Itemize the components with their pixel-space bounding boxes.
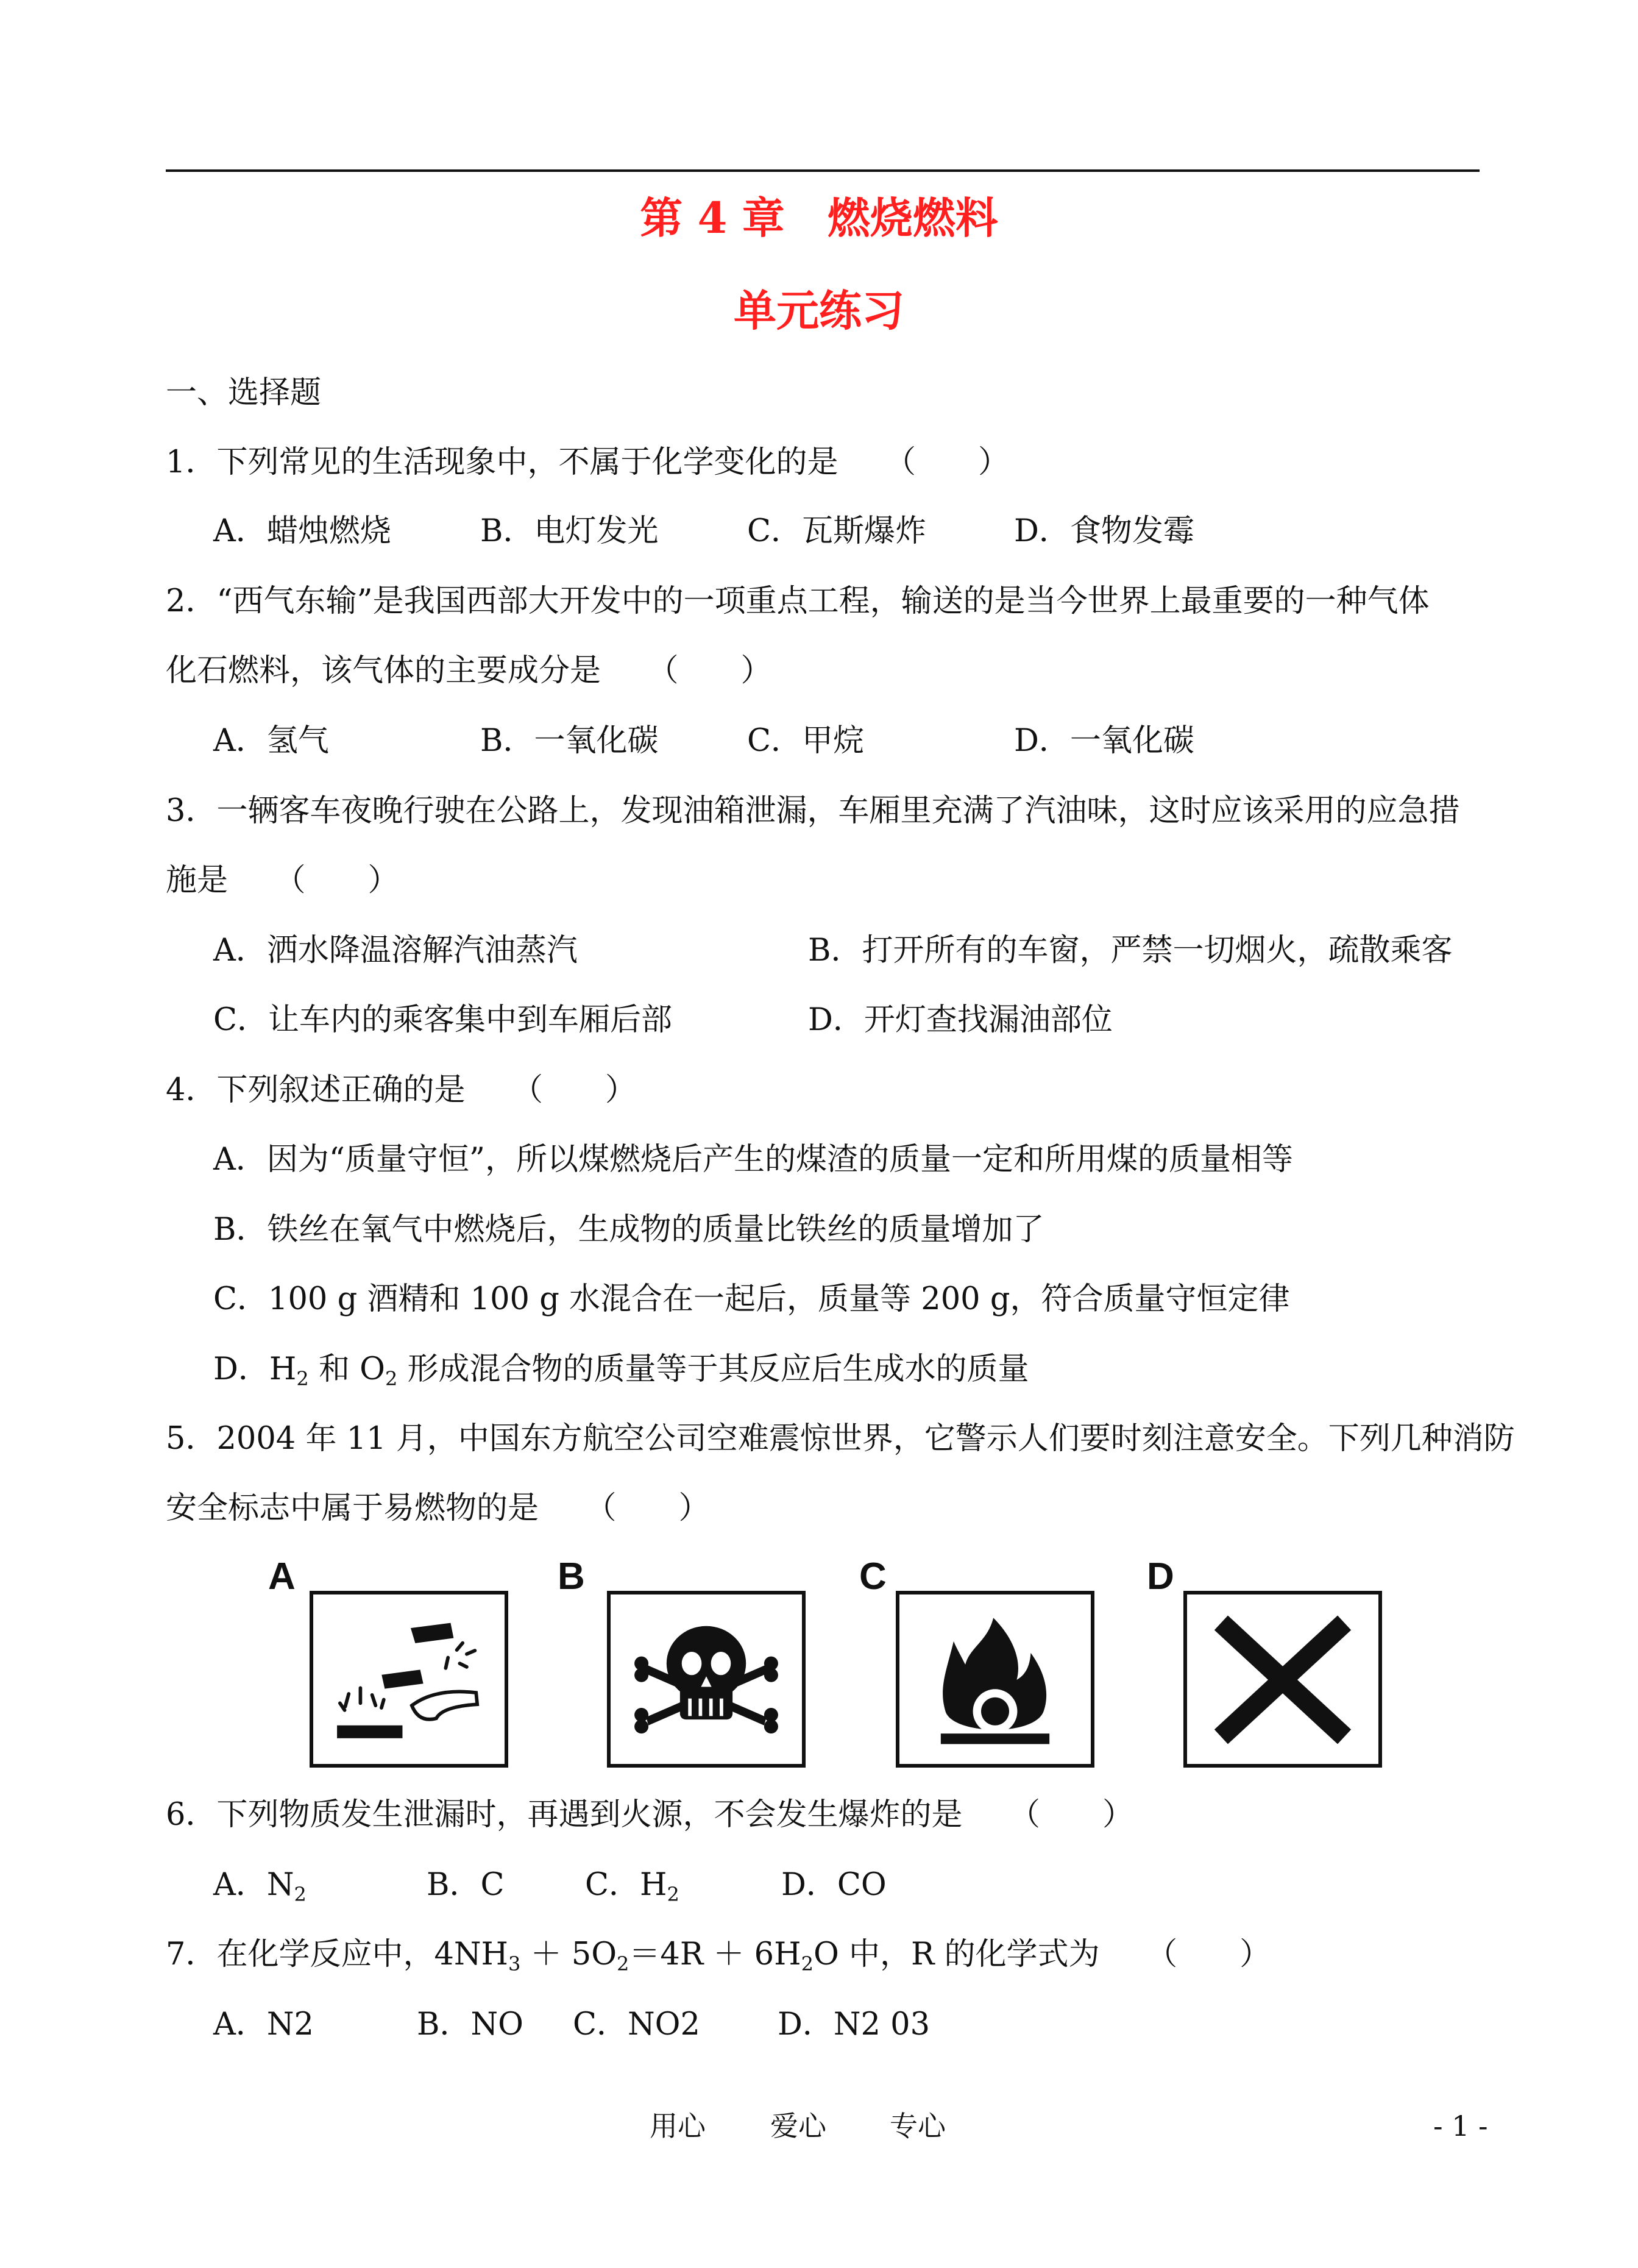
q1-option-a: A．蜡烛燃烧: [213, 513, 391, 549]
question-2-line-2: 化石燃料，该气体的主要成分是 （ ）: [166, 653, 772, 689]
q1-option-c: C．瓦斯爆炸: [747, 513, 927, 549]
q2-option-c: C．甲烷: [747, 723, 865, 759]
q4-option-d: D．$H_2$ 和 $O_2$ 形成混合物的质量等于其反应后生成水的质量: [213, 1351, 1029, 1390]
flame-icon: [899, 1594, 1091, 1764]
q6-option-d: D．CO: [781, 1867, 887, 1903]
q3-option-c: C．让车内的乘客集中到车厢后部: [213, 1002, 673, 1038]
footer-motto-3: 专心: [890, 2110, 946, 2142]
chapter-subtitle: 单元练习: [734, 285, 904, 336]
sign-d: [1183, 1591, 1382, 1768]
question-5-line-1: 5．2004 年 11 月，中国东方航空公司空难震惊世界，它警示人们要时刻注意安全。下列几种消防: [166, 1421, 1515, 1457]
footer-motto-2: 爱心: [770, 2110, 826, 2142]
q4-option-b: B．铁丝在氧气中燃烧后，生成物的质量比铁丝的质量增加了: [213, 1212, 1044, 1248]
chapter-title: 第 4 章 燃烧燃料: [640, 193, 998, 243]
q3-option-d: D．开灯查找漏油部位: [808, 1002, 1113, 1038]
q7-option-b: B．NO: [417, 2007, 523, 2042]
question-7: 7．在化学反应中，$4NH_3 + 5O_2=4R + 6H_2O$ 中，R 的化学式为 （ ）: [166, 1936, 1271, 1975]
section-heading: 一、选择题: [166, 375, 322, 411]
sign-label-b: B: [558, 1555, 585, 1598]
q4-option-c: C．100 g 酒精和 100 g 水混合在一起后，质量等 200 g，符合质量守恒定律: [213, 1281, 1290, 1317]
skull-crossbones-icon: [611, 1594, 802, 1764]
q3-option-a: A．洒水降温溶解汽油蒸汽: [213, 933, 578, 969]
q2-option-d: D．一氧化碳: [1014, 723, 1194, 759]
q7-option-a: A．N2: [213, 2007, 314, 2042]
q2-option-b: B．一氧化碳: [480, 723, 659, 759]
question-3-line-1: 3．一辆客车夜晚行驶在公路上，发现油箱泄漏，车厢里充满了汽油味，这时应该采用的应急措: [166, 793, 1460, 829]
q2-option-a: A．氢气: [213, 723, 329, 759]
sign-b: [607, 1591, 806, 1768]
sign-label-d: D: [1147, 1555, 1174, 1598]
question-2-line-1: 2．“西气东输”是我国西部大开发中的一项重点工程，输送的是当今世界上最重要的一种气体: [166, 583, 1430, 619]
q7-option-d: D．N2 03: [778, 2007, 931, 2042]
harmful-x-icon: [1187, 1594, 1378, 1764]
header-rule: [166, 169, 1480, 172]
q3-option-b: B．打开所有的车窗，严禁一切烟火，疏散乘客: [808, 933, 1453, 969]
q6-option-c: C．$H_2$: [585, 1867, 679, 1906]
q6-option-a: A．$N_2$: [213, 1867, 307, 1906]
sign-label-a: A: [268, 1555, 296, 1598]
q4-option-a: A．因为“质量守恒”，所以煤燃烧后产生的煤渣的质量一定和所用煤的质量相等: [213, 1142, 1293, 1178]
footer-motto-1: 用心: [650, 2110, 706, 2142]
question-4: 4．下列叙述正确的是 （ ）: [166, 1072, 636, 1108]
sign-label-c: C: [859, 1555, 887, 1598]
q6-option-b: B．C: [427, 1867, 505, 1903]
page-number: - 1 -: [1433, 2110, 1488, 2142]
sign-c: [896, 1591, 1094, 1768]
question-5-line-2: 安全标志中属于易燃物的是 （ ）: [166, 1490, 710, 1526]
question-6: 6．下列物质发生泄漏时，再遇到火源，不会发生爆炸的是 （ ）: [166, 1797, 1133, 1833]
q1-option-b: B．电灯发光: [480, 513, 659, 549]
q1-option-d: D．食物发霉: [1014, 513, 1194, 549]
q7-option-c: C．NO2: [573, 2007, 700, 2042]
question-3-line-2: 施是 （ ）: [166, 862, 399, 898]
sign-a: [310, 1591, 508, 1768]
question-1: 1．下列常见的生活现象中，不属于化学变化的是 （ ）: [166, 444, 1009, 480]
corrosive-icon: [313, 1594, 505, 1764]
